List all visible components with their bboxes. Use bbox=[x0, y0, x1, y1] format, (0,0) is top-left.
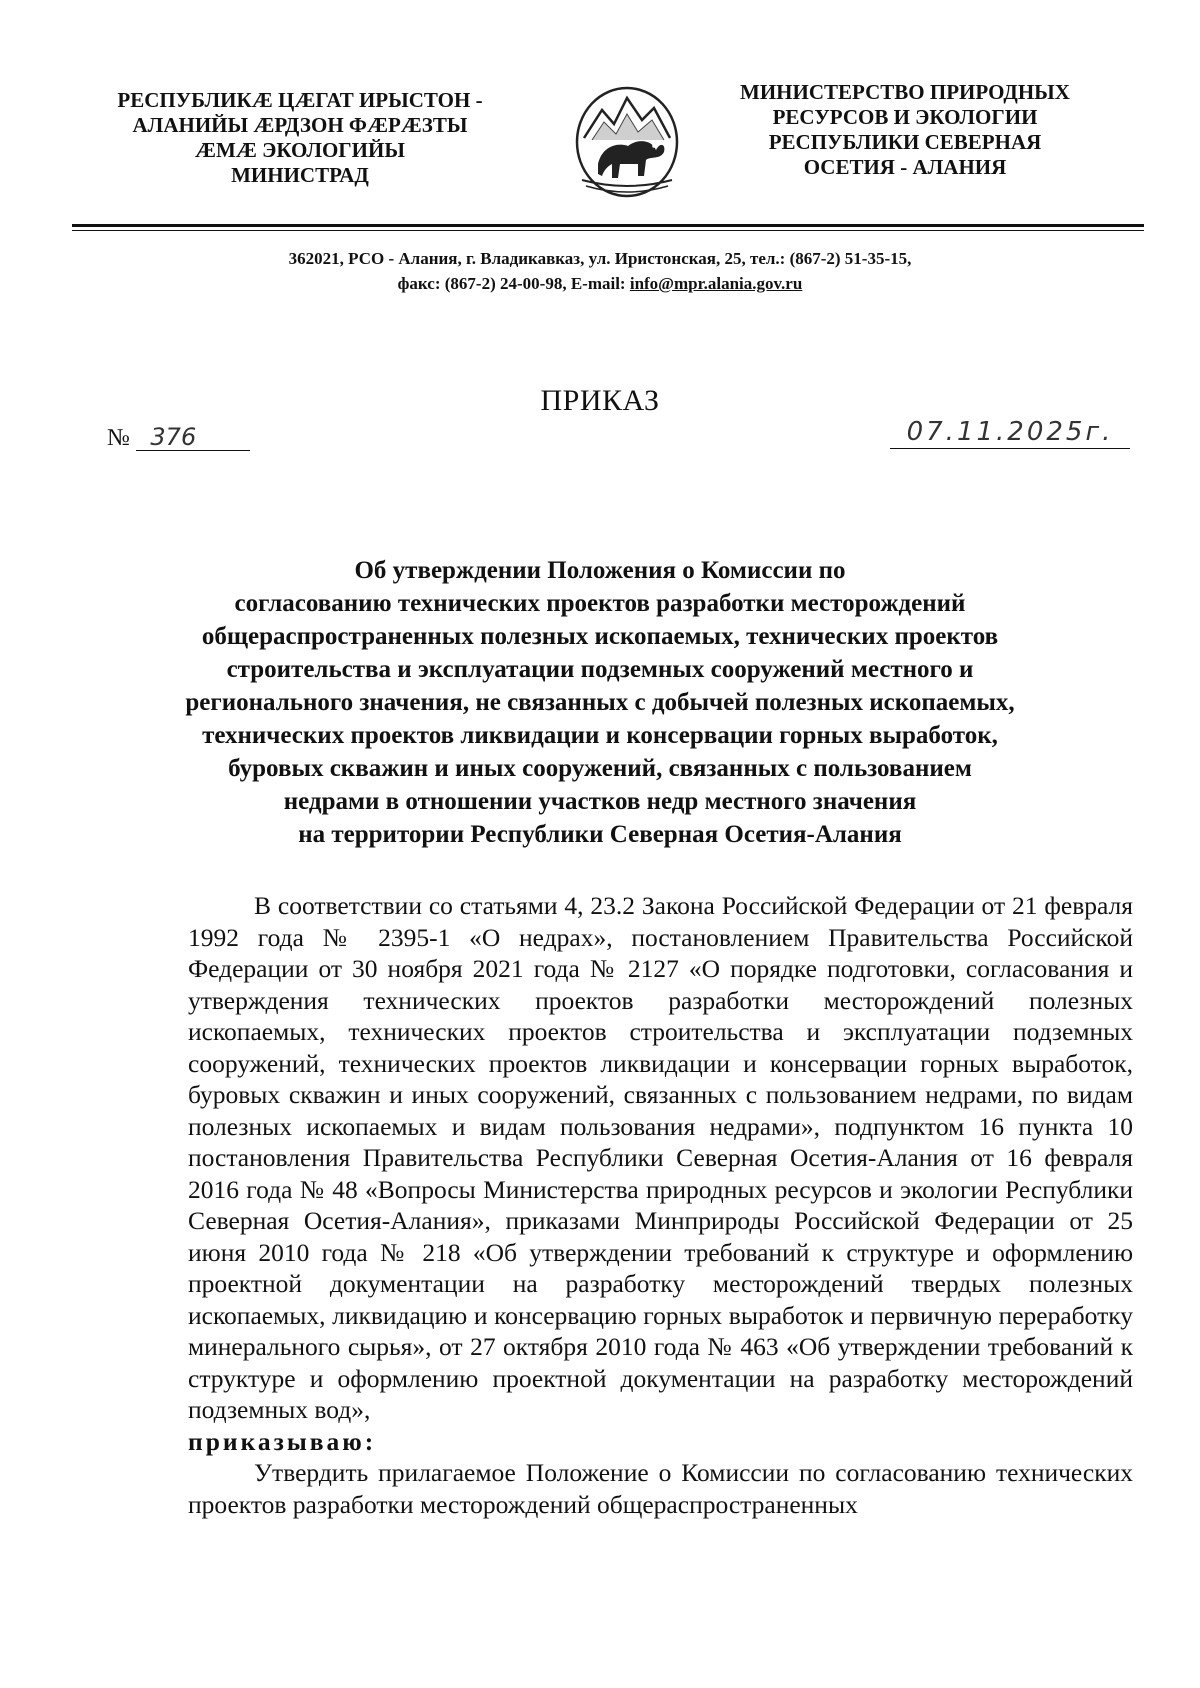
header-right-line: РЕСУРСОВ И ЭКОЛОГИИ bbox=[772, 105, 1038, 129]
fax-email-line bbox=[140, 271, 1060, 296]
title-line: буровых скважин и иных сооружений, связанных с пользованием bbox=[228, 755, 972, 782]
title-line: строительства и эксплуатации подземных сооружений местного и bbox=[226, 656, 974, 683]
header-left-line: РЕСПУБЛИКÆ ЦÆГАТ ИРЫСТОН - bbox=[117, 88, 483, 112]
body-paragraph-preamble bbox=[188, 890, 1133, 1457]
document-title bbox=[80, 554, 1120, 851]
document-type-heading: ПРИКАЗ bbox=[540, 384, 660, 417]
title-line: на территории Республики Северная Осетия-Алания bbox=[298, 821, 902, 848]
document-number-field bbox=[107, 422, 250, 452]
header-right-ministry-name bbox=[735, 80, 1075, 180]
title-line: Об утверждении Положения о Комиссии по bbox=[354, 557, 846, 584]
address-line: 362021, РСО - Алания, г. Владикавказ, ул. Иристонская, 25, тел.: (867-2) 51-35-15, bbox=[288, 249, 912, 268]
number-sign: № bbox=[107, 425, 130, 451]
contact-address bbox=[140, 246, 1060, 296]
header-divider-thin bbox=[72, 230, 1144, 231]
header-right-line: МИНИСТЕРСТВО ПРИРОДНЫХ bbox=[740, 80, 1070, 104]
header-divider-thick bbox=[72, 224, 1144, 227]
header-left-line: АЛАНИЙЫ ÆРДЗОН ФÆРÆЗТЫ bbox=[132, 113, 468, 137]
title-line: общераспространенных полезных ископаемых, технических проектов bbox=[201, 623, 999, 650]
title-line: регионального значения, не связанных с добычей полезных ископаемых, bbox=[185, 689, 1015, 716]
header-left-line: МИНИСТРАД bbox=[231, 163, 369, 187]
document-body bbox=[188, 890, 1133, 1520]
header-right-line: РЕСПУБЛИКИ СЕВЕРНАЯ bbox=[768, 130, 1042, 154]
title-line: технических проектов ликвидации и консервации горных выработок, bbox=[202, 722, 998, 749]
document-date-handwritten: 07.11.2025г. bbox=[890, 416, 1130, 449]
title-line: согласованию технических проектов разработки месторождений bbox=[234, 590, 966, 617]
fax-label: факс: (867-2) 24-00-98, E-mail: bbox=[397, 274, 630, 293]
header-right-line: ОСЕТИЯ - АЛАНИЯ bbox=[803, 155, 1007, 179]
title-line: недрами в отношении участков недр местного значения bbox=[283, 788, 917, 815]
header-left-ministry-name bbox=[100, 88, 500, 188]
order-word: приказываю: bbox=[188, 1426, 377, 1456]
body-paragraph-resolution: Утвердить прилагаемое Положение о Комиссии по согласованию технических проектов разработки месторождений общераспространенных bbox=[188, 1458, 1133, 1519]
email-link[interactable]: info@mpr.alania.gov.ru bbox=[629, 274, 803, 293]
preamble-text: В соответствии со статьями 4, 23.2 Закона Российской Федерации от 21 февраля 1992 года № 2395-1 «О недрах», постановлением Правительства Российской Федерации от 30 ноября 2021 года № 2127 «О порядке подготовки, согласования и утверждения технических проектов разработки месторождений полезных ископаемых, технических проектов строительства и эксплуатации подземных сооружений, технических проектов ликвидации и консервации горных выработок, буровых скважин и иных сооружений, связанных с пользованием недрами, по видам полезных ископаемых и видам пользования недрами», подпунктом 16 пункта 10 постановления Правительства Республики Северная Осетия-Алания от 16 февраля 2016 года № 48 «Вопросы Министерства природных ресурсов и экологии Республики Северная Осетия-Алания», приказами Минприроды Российской Федерации от 25 июня 2010 года № 218 «Об утверждении требований к структуре и оформлению проектной документации на разработку месторождений твердых полезных ископаемых, ликвидацию и консервацию горных выработок и первичную переработку минерального сырья», от 27 октября 2010 года № 463 «Об утверждении требований к структуре и оформлению проектной документации на разработку месторождений подземных вод», bbox=[188, 891, 1133, 1424]
header-left-line: ÆМÆ ЭКОЛОГИЙЫ bbox=[195, 138, 405, 162]
document-number-handwritten: 376 bbox=[136, 424, 250, 451]
leopard-emblem-icon bbox=[572, 80, 682, 198]
